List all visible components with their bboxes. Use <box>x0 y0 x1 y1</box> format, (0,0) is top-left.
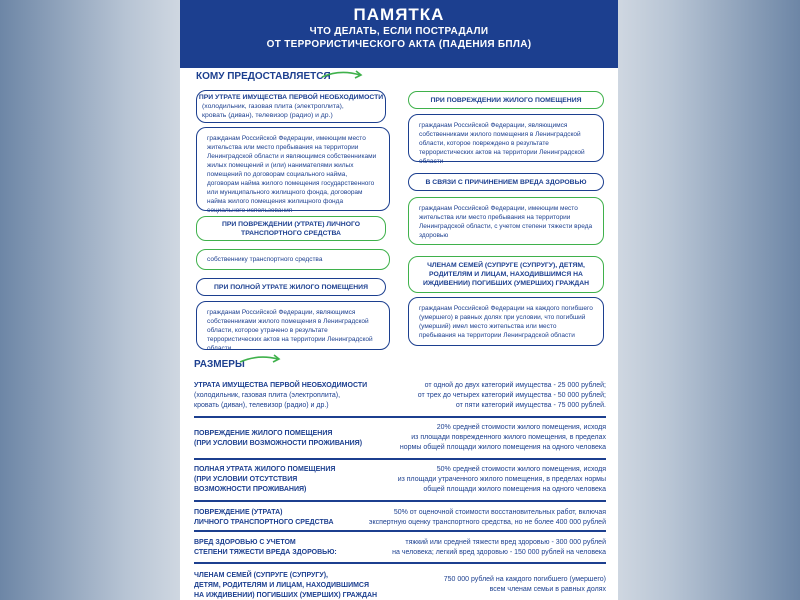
size-label: ЧЛЕНАМ СЕМЕЙ (СУПРУГЕ (СУПРУГУ), <box>194 572 328 579</box>
size-value: 50% от оценочной стоимости восстановительных работ, включая <box>393 509 606 516</box>
size-value: нормы общей площади жилого помещения на одного человека <box>399 444 606 451</box>
size-value: на человека; легкий вред здоровью - 150 000 рублей на человека <box>392 549 606 556</box>
arrow-icon <box>238 352 284 366</box>
box-first-necessity-recipients: гражданам Российской Федерации, имеющим место жительства или место пребывания на территории Ленинградской области и являющимся собственниками жилых помещений и (или) нанимателями жилых помещений по договорам социального найма, договорам найма жилого помещения государственного или муниципального жилищного фонда, договорам найма жилого помещения жилищного фонда социального использования <box>196 127 390 211</box>
size-value: экспертную оценку транспортного средства, но не более 400 000 рублей <box>368 519 606 526</box>
size-value: от одной до двух категорий имущества - 25 000 рублей; <box>424 382 606 389</box>
size-value: 20% средней стоимости жилого помещения, исходя <box>436 424 606 431</box>
pill-first-necessity-title: ПРИ УТРАТЕ ИМУЩЕСТВА ПЕРВОЙ НЕОБХОДИМОСТИ <box>198 94 384 101</box>
background-right <box>618 0 800 600</box>
pill-vehicle-damage <box>196 216 386 241</box>
size-label: ВОЗМОЖНОСТИ ПРОЖИВАНИЯ) <box>194 486 307 493</box>
pill-total-housing-loss: ПРИ ПОЛНОЙ УТРАТЕ ЖИЛОГО ПОМЕЩЕНИЯ <box>196 278 386 296</box>
pill-housing-damage: ПРИ ПОВРЕЖДЕНИИ ЖИЛОГО ПОМЕЩЕНИЯ <box>408 91 604 109</box>
size-label: ВРЕД ЗДОРОВЬЮ С УЧЕТОМ <box>194 539 296 546</box>
box-total-housing-loss-recipients: гражданам Российской Федерации, являющимся собственниками жилого помещения в Ленинградской области, которое утрачено в результате террористических актов на территории Ленинградской области <box>196 301 390 350</box>
background-left <box>0 0 180 600</box>
box-vehicle-recipients: собственнику транспортного средства <box>196 249 390 270</box>
memo-document <box>180 0 618 600</box>
size-label: ПОЛНАЯ УТРАТА ЖИЛОГО ПОМЕЩЕНИЯ <box>194 466 336 473</box>
arrow-icon <box>320 68 366 82</box>
pill-family-line-1: ЧЛЕНАМ СЕМЕЙ (СУПРУГЕ (СУПРУГУ), ДЕТЯМ, <box>427 262 585 269</box>
box-health-harm-recipients: гражданам Российской Федерации, имеющим место жительства или место пребывания на территории Ленинградской области, с учетом степени тяжести вреда здоровью <box>408 197 604 245</box>
size-label: ЛИЧНОГО ТРАНСПОРТНОГО СРЕДСТВА <box>194 519 334 526</box>
row-divider <box>194 530 606 532</box>
memo-title: ПАМЯТКА <box>353 5 445 24</box>
size-label: УТРАТА ИМУЩЕСТВА ПЕРВОЙ НЕОБХОДИМОСТИ <box>194 382 368 389</box>
row-divider <box>194 562 606 564</box>
size-label-detail: кровать (диван), телевизор (радио) и др.) <box>194 402 329 409</box>
size-value: от трех до четырех категорий имущества - 50 000 рублей; <box>417 392 606 399</box>
size-label: НА ИЖДИВЕНИИ) ПОГИБШИХ (УМЕРШИХ) ГРАЖДАН <box>194 592 378 599</box>
pill-vehicle-damage-line-1: ПРИ ПОВРЕЖДЕНИИ (УТРАТЕ) ЛИЧНОГО <box>221 220 361 228</box>
memo-subtitle-line-1: ЧТО ДЕЛАТЬ, ЕСЛИ ПОСТРАДАЛИ <box>309 26 489 37</box>
box-family-members-recipients: гражданам Российской Федерации на каждого погибшего (умершего) в равных долях при условии, что погибший (умерший) имел место жительства или место пребывания на территории Ленинградской области <box>408 297 604 346</box>
size-label: (ПРИ УСЛОВИИ ВОЗМОЖНОСТИ ПРОЖИВАНИЯ) <box>194 440 363 447</box>
row-divider <box>194 500 606 502</box>
size-label: ПОВРЕЖДЕНИЕ (УТРАТА) <box>194 509 283 516</box>
size-value: из площади утраченного жилого помещения, в пределах нормы <box>397 476 606 483</box>
row-divider <box>194 458 606 460</box>
pill-family-line-3: ИЖДИВЕНИИ) ПОГИБШИХ (УМЕРШИХ) ГРАЖДАН <box>422 280 590 287</box>
size-value: общей площади жилого помещения на одного человека <box>423 486 606 493</box>
size-value: всем членам семьи в равных долях <box>489 586 606 593</box>
pill-family-line-2: РОДИТЕЛЯМ И ЛИЦАМ, НАХОДИВШИМСЯ НА <box>429 271 583 278</box>
memo-header <box>180 0 618 68</box>
box-housing-damage-recipients: гражданам Российской Федерации, являющимся собственниками жилого помещения в Ленинградской области, которое повреждено в результате террористических актов на территории Ленинградской области <box>408 114 604 162</box>
pill-family-members <box>408 256 604 293</box>
pill-first-necessity-detail-2: кровать (диван), телевизор (радио) и др.) <box>202 112 333 119</box>
pill-first-necessity-property <box>196 90 386 123</box>
pill-health-harm: В СВЯЗИ С ПРИЧИНЕНИЕМ ВРЕДА ЗДОРОВЬЮ <box>408 173 604 191</box>
size-label: ДЕТЯМ, РОДИТЕЛЯМ И ЛИЦАМ, НАХОДИВШИМСЯ <box>194 582 370 589</box>
size-label-detail: (холодильник, газовая плита (электроплита), <box>194 392 341 399</box>
section-heading-sizes: РАЗМЕРЫ <box>194 359 245 370</box>
size-value: тяжкий или средней тяжести вред здоровью - 300 000 рублей <box>405 539 606 546</box>
pill-vehicle-damage-line-2: ТРАНСПОРТНОГО СРЕДСТВА <box>241 229 341 237</box>
size-label: ПОВРЕЖДЕНИЕ ЖИЛОГО ПОМЕЩЕНИЯ <box>194 430 333 437</box>
size-value: из площади поврежденного жилого помещения, в пределах <box>411 434 606 441</box>
size-value: от пяти категорий имущества - 75 000 рублей. <box>455 402 606 409</box>
size-label: (ПРИ УСЛОВИИ ОТСУТСТВИЯ <box>194 476 298 483</box>
size-value: 750 000 рублей на каждого погибшего (умершего) <box>443 576 606 583</box>
row-divider <box>194 416 606 418</box>
section-heading-who: КОМУ ПРЕДОСТАВЛЯЕТСЯ <box>196 71 331 82</box>
size-label: СТЕПЕНИ ТЯЖЕСТИ ВРЕДА ЗДОРОВЬЮ: <box>194 549 337 556</box>
pill-first-necessity-detail-1: (холодильник, газовая плита (электроплита), <box>202 103 344 110</box>
memo-subtitle-line-2: ОТ ТЕРРОРИСТИЧЕСКОГО АКТА (ПАДЕНИЯ БПЛА) <box>266 39 532 50</box>
size-value: 50% средней стоимости жилого помещения, исходя <box>436 466 606 473</box>
